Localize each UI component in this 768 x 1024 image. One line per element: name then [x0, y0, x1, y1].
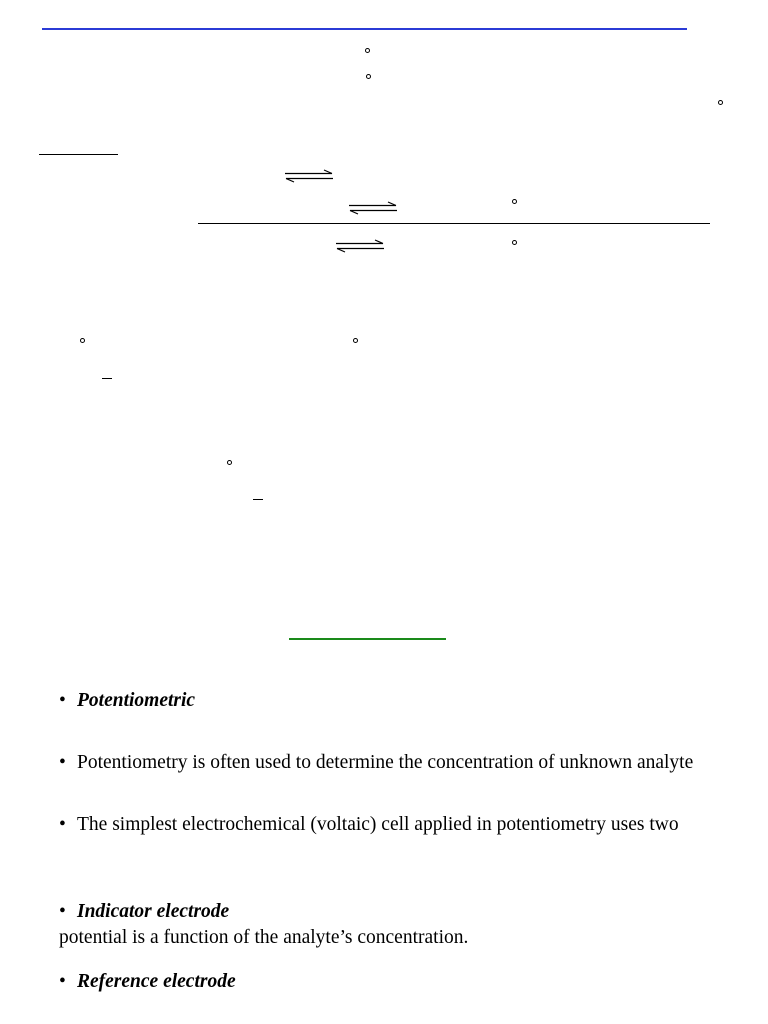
minus-dash: [253, 499, 263, 500]
bullet-potentiometric: [59, 689, 195, 713]
bullet-glyph: •: [59, 814, 66, 835]
top-blue-rule: [42, 28, 687, 30]
degree-mark: [512, 240, 517, 245]
text-indicator-continuation: potential is a function of the analyte’s concentration.: [59, 927, 469, 948]
degree-mark: [80, 338, 85, 343]
section-green-rule: [289, 638, 446, 640]
heading-indicator-electrode: Indicator electrode: [77, 901, 230, 922]
heading-potentiometric: Potentiometric: [77, 690, 196, 711]
degree-mark: [512, 199, 517, 204]
bullet-glyph: •: [59, 690, 66, 711]
bullet-glyph: •: [59, 752, 66, 773]
equilibrium-arrow-icon: [348, 201, 398, 215]
degree-mark: [366, 74, 371, 79]
equilibrium-arrow-icon: [335, 239, 385, 253]
degree-mark: [365, 48, 370, 53]
fraction-rule: [198, 223, 710, 224]
bullet-reference-electrode: [59, 970, 236, 994]
degree-mark: [227, 460, 232, 465]
heading-reference-electrode: Reference electrode: [77, 971, 236, 992]
text-simplest-cell: The simplest electrochemical (voltaic) cell applied in potentiometry uses two: [77, 814, 679, 835]
text-potentiometry-use: Potentiometry is often used to determine the concentration of unknown analyte: [77, 752, 694, 773]
bullet-indicator-electrode: [59, 900, 229, 924]
equilibrium-arrow-icon: [284, 169, 334, 183]
bullet-potentiometry-use: [59, 751, 693, 775]
bullet-simplest-cell: [59, 813, 679, 837]
bullet-glyph: •: [59, 901, 66, 922]
degree-mark: [718, 100, 723, 105]
short-rule: [39, 154, 118, 155]
minus-dash: [102, 378, 112, 379]
degree-mark: [353, 338, 358, 343]
bullet-glyph: •: [59, 971, 66, 992]
